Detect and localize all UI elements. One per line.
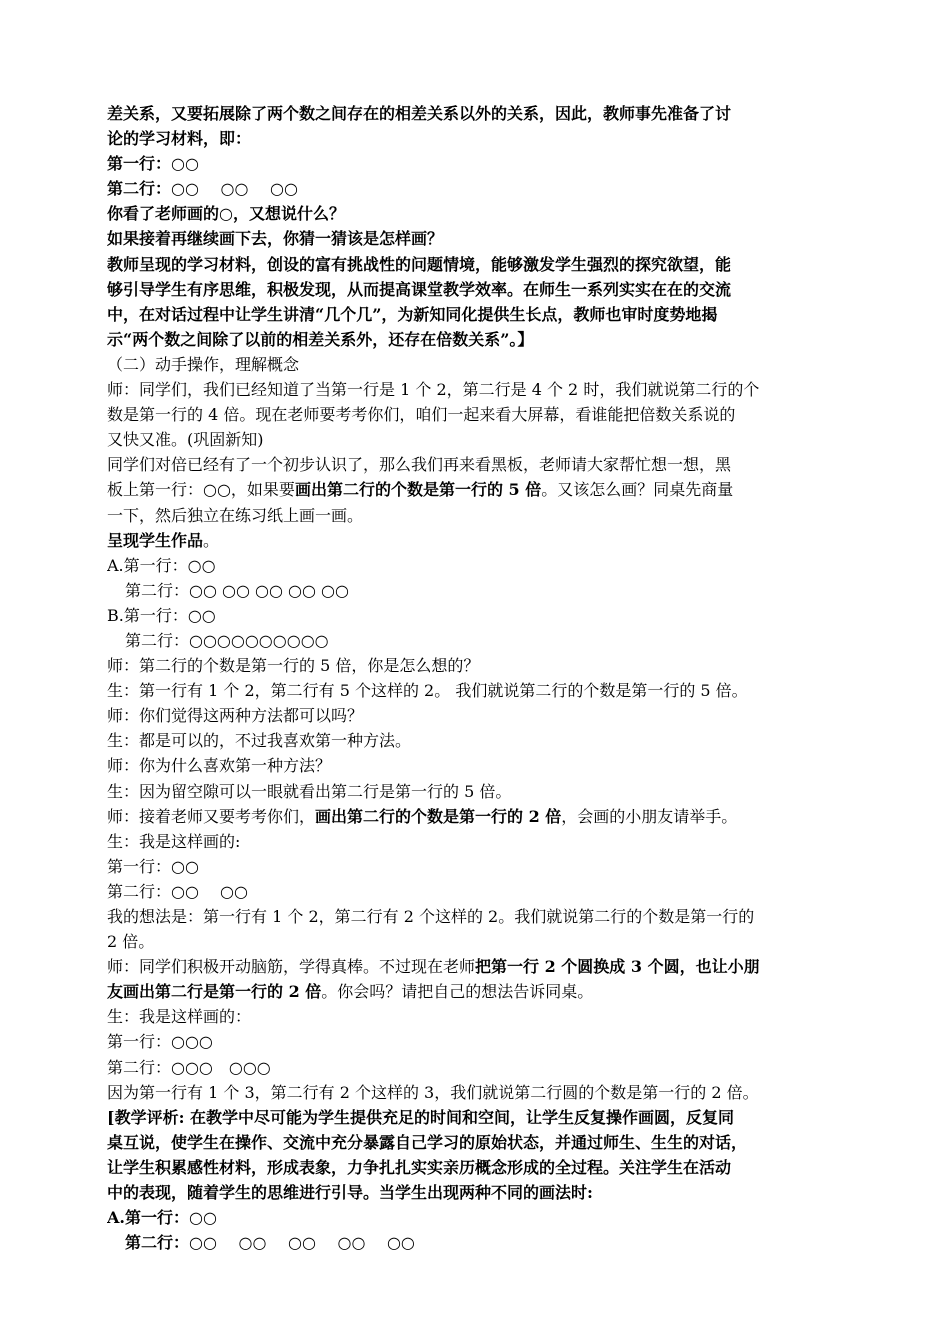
paragraph-line (107, 528, 845, 553)
paragraph-line: 数是第一行的 4 倍。现在老师要考考你们，咱们一起来看大屏幕，看谁能把倍数关系说的 (107, 405, 736, 425)
paragraph-line: 我的想法是：第一行有 1 个 2，第二行有 2 个这样的 2。我们就说第二行的个数是第一行的 (107, 907, 755, 926)
paragraph-line (107, 954, 845, 979)
paragraph-line: 师：你为什么喜欢第一种方法？ (107, 756, 332, 776)
text-run: 板上第一行：○○，如果要 (107, 480, 295, 500)
paragraph-line: A.第一行：○○ (107, 1208, 217, 1228)
paragraph-line: 师：第二行的个数是第一行的 5 倍，你是怎么想的？ (107, 656, 480, 676)
paragraph-line: 如果接着再继续画下去，你猜一猜该是怎样画？ (107, 229, 444, 249)
paragraph-line: 生：都是可以的，不过我喜欢第一种方法。 (107, 731, 412, 751)
paragraph-line: 师：同学们，我们已经知道了当第一行是 1 个 2，第二行是 4 个 2 时，我们就说第二行的个 (107, 380, 760, 400)
text-run: 。 (203, 530, 220, 550)
paragraph-line: 第一行：○○ (107, 154, 199, 174)
paragraph-line: [教学评析: 在教学中尽可能为学生提供充足的时间和空间，让学生反复操作画圆，反复同 (107, 1107, 735, 1127)
paragraph-line: 第二行：○○ ○○ (107, 881, 248, 901)
paragraph-line: B.第一行：○○ (107, 605, 216, 625)
paragraph-line (107, 804, 845, 829)
paragraph-line: 第一行：○○○ (107, 1032, 213, 1052)
paragraph-line: 差关系，又要拓展除了两个数之间存在的相差关系以外的关系，因此，教师事先准备了讨 (107, 104, 732, 123)
paragraph-line: 让学生积累感性材料，形成表象，力争扎扎实实亲历概念形成的全过程。关注学生在活动 (107, 1157, 732, 1177)
paragraph-line: 第二行：○○ ○○ ○○ (107, 179, 298, 199)
paragraph-line: 生：第一行有 1 个 2，第二行有 5 个这样的 2。 我们就说第二行的个数是第一行的 5 倍。 (107, 681, 748, 701)
bold-text-run: 画出第二行的个数是第一行的 5 倍 (294, 480, 542, 500)
text-run: 。又该怎么画？同桌先商量 (541, 480, 734, 500)
paragraph-line: 够引导学生有序思维，积极发现，从而提高课堂教学效率。在师生一系列实实在在的交流 (107, 279, 732, 299)
bold-text-run: 友画出第二行是第一行的 2 倍 (107, 982, 322, 1002)
paragraph-line: 又快又准。(巩固新知) (107, 430, 264, 450)
paragraph-line: 生：因为留空隙可以一眼就看出第二行是第一行的 5 倍。 (107, 781, 512, 801)
paragraph-line: 第二行：○○ ○○ ○○ ○○ ○○ (125, 1233, 415, 1253)
paragraph-line: 你看了老师画的○，又想说什么？ (107, 204, 345, 224)
paragraph-line: 示“两个数之间除了以前的相差关系外，还存在倍数关系”。】 (107, 329, 534, 349)
text-run: 。你会吗？请把自己的想法告诉同桌。 (321, 982, 594, 1002)
paragraph-line: 教师呈现的学习材料，创设的富有挑战性的问题情境，能够激发学生强烈的探究欲望，能 (107, 254, 732, 274)
paragraph-line: 中的表现，随着学生的思维进行引导。当学生出现两种不同的画法时: (107, 1183, 593, 1203)
paragraph-line: 一下，然后独立在练习纸上画一画。 (107, 505, 364, 525)
paragraph-line: 桌互说，使学生在操作、交流中充分暴露自己学习的原始状态，并通过师生、生生的对话， (107, 1132, 748, 1152)
paragraph-line: 生：我是这样画的： (107, 1007, 252, 1027)
paragraph-line: 第二行：○○○ ○○○ (107, 1057, 271, 1077)
paragraph-line: 同学们对倍已经有了一个初步认识了，那么我们再来看黑板，老师请大家帮忙想一想，黑 (107, 455, 732, 475)
text-run: ，会画的小朋友请举手。 (561, 806, 738, 826)
bold-text-run: 画出第二行的个数是第一行的 2 倍 (315, 806, 562, 826)
text-run: 师：接着老师又要考考你们， (107, 806, 316, 826)
paragraph-line: 第一行：○○ (107, 856, 199, 876)
paragraph-line (107, 477, 845, 502)
paragraph-line: 2 倍。 (107, 932, 155, 952)
paragraph-line: 论的学习材料，即： (107, 129, 252, 149)
paragraph-line: A.第一行：○○ (107, 555, 216, 575)
document-page (107, 101, 845, 1255)
paragraph-line: 因为第一行有 1 个 3，第二行有 2 个这样的 3，我们就说第二行圆的个数是第一行的 2 倍。 (107, 1082, 759, 1102)
bold-text-run: 呈现学生作品 (107, 530, 204, 550)
section-heading: （二）动手操作，理解概念 (107, 354, 300, 374)
paragraph-line: 中，在对话过程中让学生讲清“几个几”，为新知同化提供生长点，教师也审时度势地揭 (107, 304, 718, 324)
paragraph-line: 生：我是这样画的: (107, 831, 241, 851)
text-run: 师：同学们积极开动脑筋，学得真棒。不过现在老师 (107, 957, 476, 977)
paragraph-line: 第二行：○○ ○○ ○○ ○○ ○○ (125, 580, 349, 600)
paragraph-line (107, 979, 845, 1004)
bold-text-run: 把第一行 2 个圆换成 3 个圆，也让小朋 (475, 957, 760, 977)
paragraph-line: 第二行：○○○○○○○○○○ (125, 630, 329, 650)
paragraph-line: 师：你们觉得这两种方法都可以吗？ (107, 706, 364, 726)
